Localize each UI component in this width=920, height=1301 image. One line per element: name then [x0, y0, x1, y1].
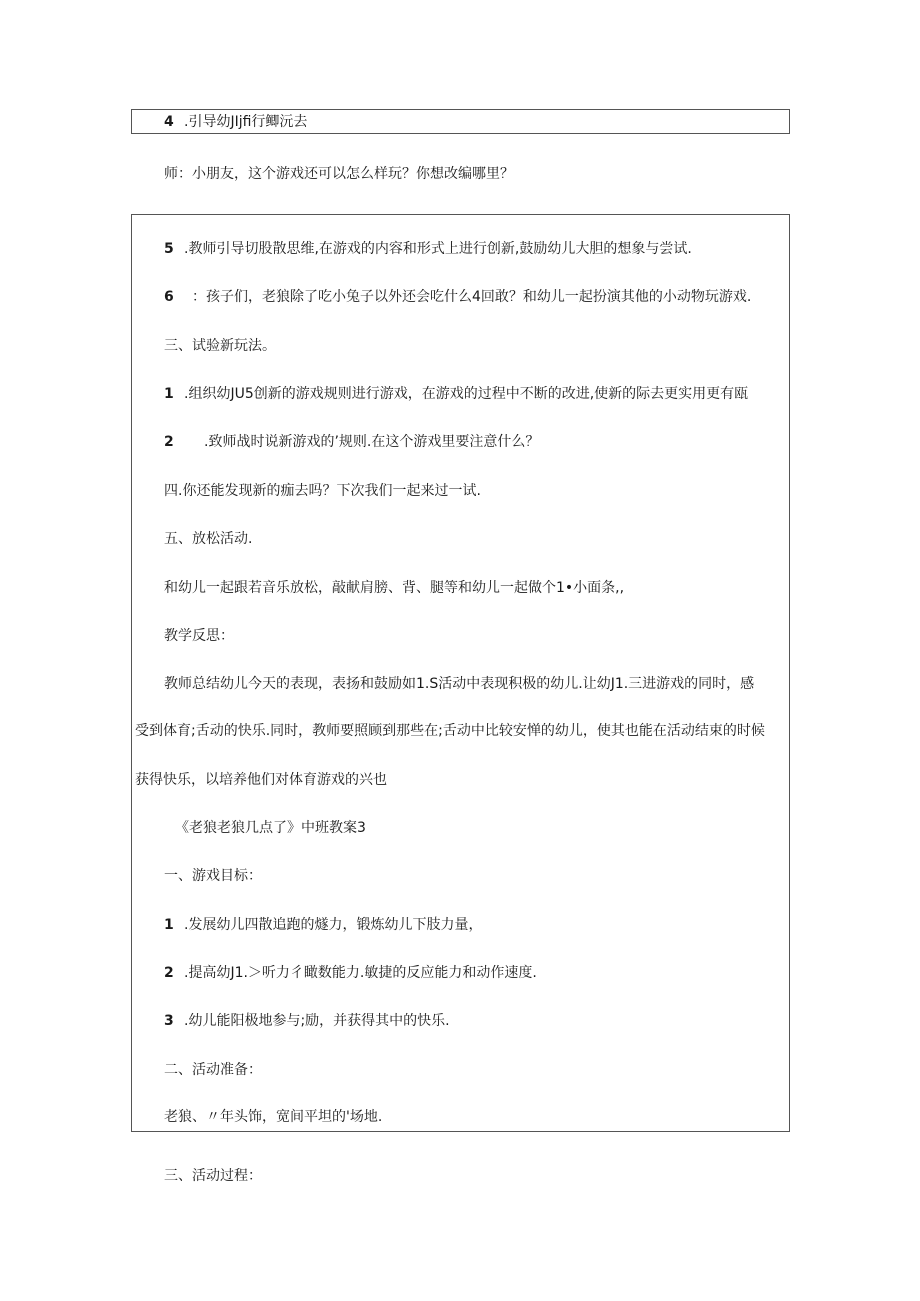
item-text: .发展幼儿四散追跑的燧力，锻炼幼儿下肢力量，: [184, 917, 483, 933]
sub-item-2: [164, 432, 539, 452]
goal-2: [164, 963, 537, 983]
item-text: .致师战时说新游戏的’规则.在这个游戏里要注意什么？: [204, 434, 540, 450]
prep-heading: 二、活动准备：: [164, 1062, 262, 1078]
lesson-3-title: 《老狼老狼几点了》中班教案3: [175, 820, 366, 836]
reflection-line-1: 教师总结幼儿今天的表现，表扬和鼓励如1.S活动中表现积极的幼儿.让幼J1.三进游戏的同时，感: [164, 676, 755, 692]
item-6: [164, 287, 751, 307]
item-number: 2: [164, 965, 174, 981]
item-number: 1: [164, 917, 174, 933]
reflection-line-2: 受到体育;舌动的快乐.同时，教师要照顾到那些在;舌动中比较安惮的幼儿，使其也能在活动结束的时候: [135, 723, 765, 739]
item-text: .幼儿能阳极地参与;励，并获得其中的快乐.: [184, 1013, 450, 1029]
section-3-heading: 三、试验新玩法。: [164, 338, 276, 354]
item-text: .引导幼JIjfi行鲫沅去: [184, 114, 308, 130]
process-heading: 三、活动过程：: [164, 1168, 262, 1184]
reflection-title: 教学反思：: [164, 628, 234, 644]
section-5-heading: 五、放松活动.: [164, 531, 253, 547]
item-number: 6: [164, 289, 174, 305]
reflection-line-3: 获得快乐，以培养他们对体育游戏的兴也: [135, 772, 387, 788]
goal-heading: 一、游戏目标：: [164, 868, 262, 884]
item-number: 1: [164, 386, 174, 402]
item-5: [164, 239, 692, 259]
item-number: 5: [164, 241, 174, 257]
item-text: .组织幼JU5创新的游戏规则进行游戏，在游戏的过程中不断的改进,使新的际去更实用更有瓯: [184, 386, 749, 402]
sub-item-1: [164, 384, 748, 404]
goal-3: [164, 1011, 450, 1031]
top-row-item: [164, 112, 307, 132]
item-number: 4: [164, 114, 174, 130]
item-number: 2: [164, 434, 174, 450]
item-number: 3: [164, 1013, 174, 1029]
section-4-heading: 四.你还能发现新的痂去吗？下次我们一起来过一试.: [164, 483, 481, 499]
prep-materials: 老狼、〃年头饰，宽间平坦的'场地.: [164, 1109, 383, 1125]
relax-activity: 和幼儿一起跟若音乐放松，敲献肩膀、背、腿等和幼儿一起做个1•小面条,,: [164, 580, 625, 596]
item-text: .提高幼J1.＞听力彳瞰数能力.敏捷的反应能力和动作速度.: [184, 965, 537, 981]
goal-1: [164, 915, 482, 935]
teacher-question: 师：小朋友，这个游戏还可以怎么样玩？你想改编哪里？: [164, 166, 514, 182]
item-text: ：孩子们，老狼除了吃小兔子以外还会吃什么4回敢？和幼儿一起扮演其他的小动物玩游戏.: [192, 289, 752, 305]
item-text: .教师引导切股散思维,在游戏的内容和形式上进行创新,鼓励幼儿大胆的想象与尝试.: [184, 241, 692, 257]
